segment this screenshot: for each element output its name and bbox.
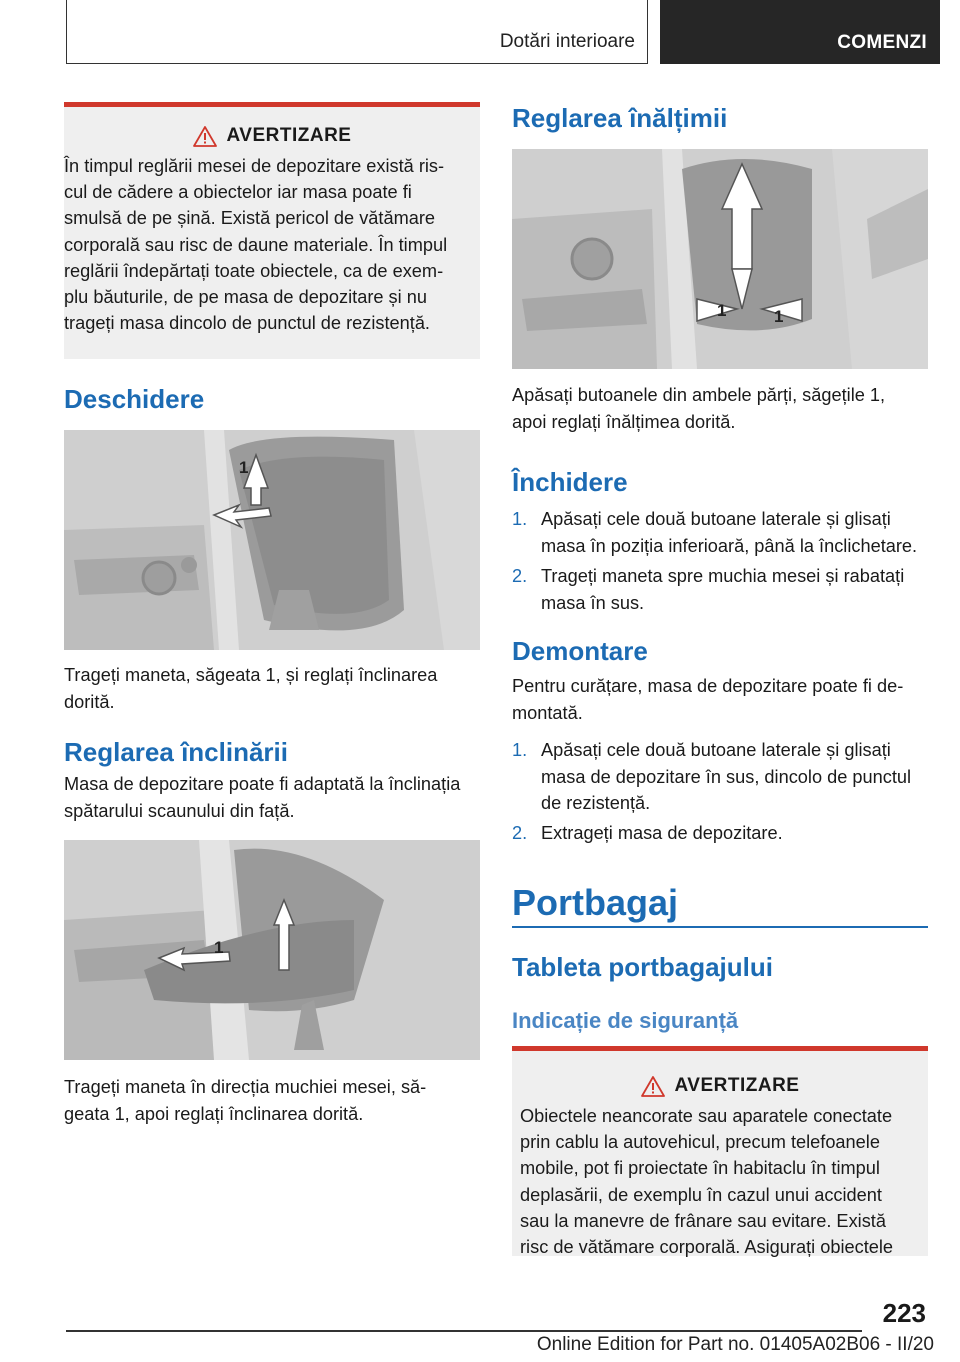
caption-inaltime xyxy=(512,382,885,435)
heading-tableta-portbagajului: Tableta portbagajului xyxy=(512,952,773,982)
warning-triangle-icon xyxy=(193,126,217,147)
text-line: Masa de depozitare poate fi adaptată la înclinația xyxy=(64,774,461,794)
figure-arrow-label: 1 xyxy=(214,938,224,957)
step-line: Apăsați cele două butoane laterale și glisați xyxy=(541,509,891,529)
warning-text xyxy=(64,153,480,336)
warning-line: Obiectele neancorate sau aparatele conectate xyxy=(520,1106,893,1126)
warning-title-row xyxy=(512,1075,928,1097)
text-inclinare xyxy=(64,771,460,824)
step-line: Apăsați cele două butoane laterale și glisați xyxy=(541,740,891,760)
figure-deschidere xyxy=(64,430,480,650)
step-number: 1. xyxy=(512,509,528,529)
step-text xyxy=(541,820,783,847)
figure-arrow-label: 1 xyxy=(717,301,727,320)
warning-line: plu băuturile, de pe masa de depozitare și nu xyxy=(64,287,427,308)
caption-line: geata 1, apoi reglați înclinarea dorită. xyxy=(64,1103,364,1124)
step-line: Trageți maneta spre muchia mesei și rabatați xyxy=(541,566,905,586)
text-line: Pentru curățare, masa de depozitare poate fi de- xyxy=(512,676,904,696)
warning-line: smulsă de pe șină. Există pericol de vătămare xyxy=(64,208,436,229)
heading-demontare: Demontare xyxy=(512,636,648,666)
warning-line: În timpul reglării mesei de depozitare există ris- xyxy=(64,156,445,176)
warning-title-row xyxy=(64,125,480,147)
heading-portbagaj: Portbagaj xyxy=(512,882,679,923)
step-number: 1. xyxy=(512,740,528,760)
step-line: de rezistență. xyxy=(541,793,651,813)
caption-line: Apăsați butoanele din ambele părți, săgețile 1, xyxy=(512,385,886,405)
warning-text xyxy=(512,1103,928,1260)
header-section-tab xyxy=(66,0,648,64)
warning-line: risc de vătămare corporală. Asigurați obiectele xyxy=(520,1237,894,1258)
step-text xyxy=(541,506,917,559)
step-text xyxy=(541,737,911,817)
footer-edition: Online Edition for Part no. 01405A02B06 - II/20 xyxy=(536,1334,934,1355)
footer-rule xyxy=(66,1330,862,1332)
warning-title: AVERTIZARE xyxy=(226,125,352,146)
warning-line: trageți masa dincolo de punctul de rezistență. xyxy=(64,313,430,334)
figure-inaltime xyxy=(512,149,928,369)
step-line: masa în poziția inferioară, până la înclichetare. xyxy=(541,535,918,556)
header-section-label: Dotări interioare xyxy=(499,31,635,52)
caption-line: Trageți maneta în direcția muchiei mesei, să- xyxy=(64,1077,427,1097)
step-demontare-1 xyxy=(512,737,932,817)
text-line: montată. xyxy=(512,702,583,723)
table-height-illustration xyxy=(512,149,928,369)
seat-back-table-illustration xyxy=(64,430,480,650)
step-line: masa de depozitare în sus, dincolo de punctul xyxy=(541,766,912,787)
step-number: 2. xyxy=(512,823,528,843)
warning-line: prin cablu la autovehicul, precum telefoanele xyxy=(520,1132,880,1153)
heading-inchidere: Închidere xyxy=(512,467,628,497)
portbagaj-rule xyxy=(512,926,928,928)
heading-reglarea-inaltimii: Reglarea înălțimii xyxy=(512,103,728,133)
warning-line: cul de cădere a obiectelor iar masa poate fi xyxy=(64,182,412,203)
figure-arrow-label: 1 xyxy=(774,307,784,326)
heading-reglarea-inclinarii: Reglarea înclinării xyxy=(64,737,288,767)
warning-title: AVERTIZARE xyxy=(674,1075,800,1096)
warning-box-left xyxy=(64,102,480,359)
step-demontare-2 xyxy=(512,820,932,847)
step-inchidere-2 xyxy=(512,563,932,616)
caption-line: Trageți maneta, săgeata 1, și reglați înclinarea xyxy=(64,665,438,685)
header-chapter-label: COMENZI xyxy=(837,32,927,53)
step-inchidere-1 xyxy=(512,506,932,559)
caption-inclinare xyxy=(64,1074,426,1127)
warning-line: mobile, pot fi proiectate în habitaclu în timpul xyxy=(520,1158,880,1179)
warning-line: reglării îndepărtați toate obiectele, ca de exem- xyxy=(64,260,444,281)
step-line: masa în sus. xyxy=(541,592,645,613)
figure-inclinare xyxy=(64,840,480,1060)
step-number: 2. xyxy=(512,566,528,586)
heading-indicatie-siguranta: Indicație de siguranță xyxy=(512,1008,739,1033)
table-tilt-illustration xyxy=(64,840,480,1060)
caption-deschidere xyxy=(64,662,437,715)
text-demontare xyxy=(512,673,903,726)
step-text xyxy=(541,563,904,616)
step-line: Extrageți masa de depozitare. xyxy=(541,823,783,843)
heading-deschidere: Deschidere xyxy=(64,384,205,414)
figure-arrow-label: 1 xyxy=(239,458,249,477)
warning-triangle-icon xyxy=(641,1076,665,1097)
header-chapter-tab xyxy=(660,0,940,64)
warning-box-right xyxy=(512,1046,928,1256)
text-line: spătarului scaunului din față. xyxy=(64,800,295,821)
caption-line: apoi reglați înălțimea dorită. xyxy=(512,411,736,432)
warning-line: deplasării, de exemplu în cazul unui accident xyxy=(520,1184,882,1205)
warning-line: sau la manevre de frânare sau evitare. Există xyxy=(520,1210,886,1231)
warning-line: corporală sau risc de daune materiale. În timpul xyxy=(64,234,448,255)
page-number: 223 xyxy=(882,1298,926,1328)
caption-line: dorită. xyxy=(64,691,115,712)
